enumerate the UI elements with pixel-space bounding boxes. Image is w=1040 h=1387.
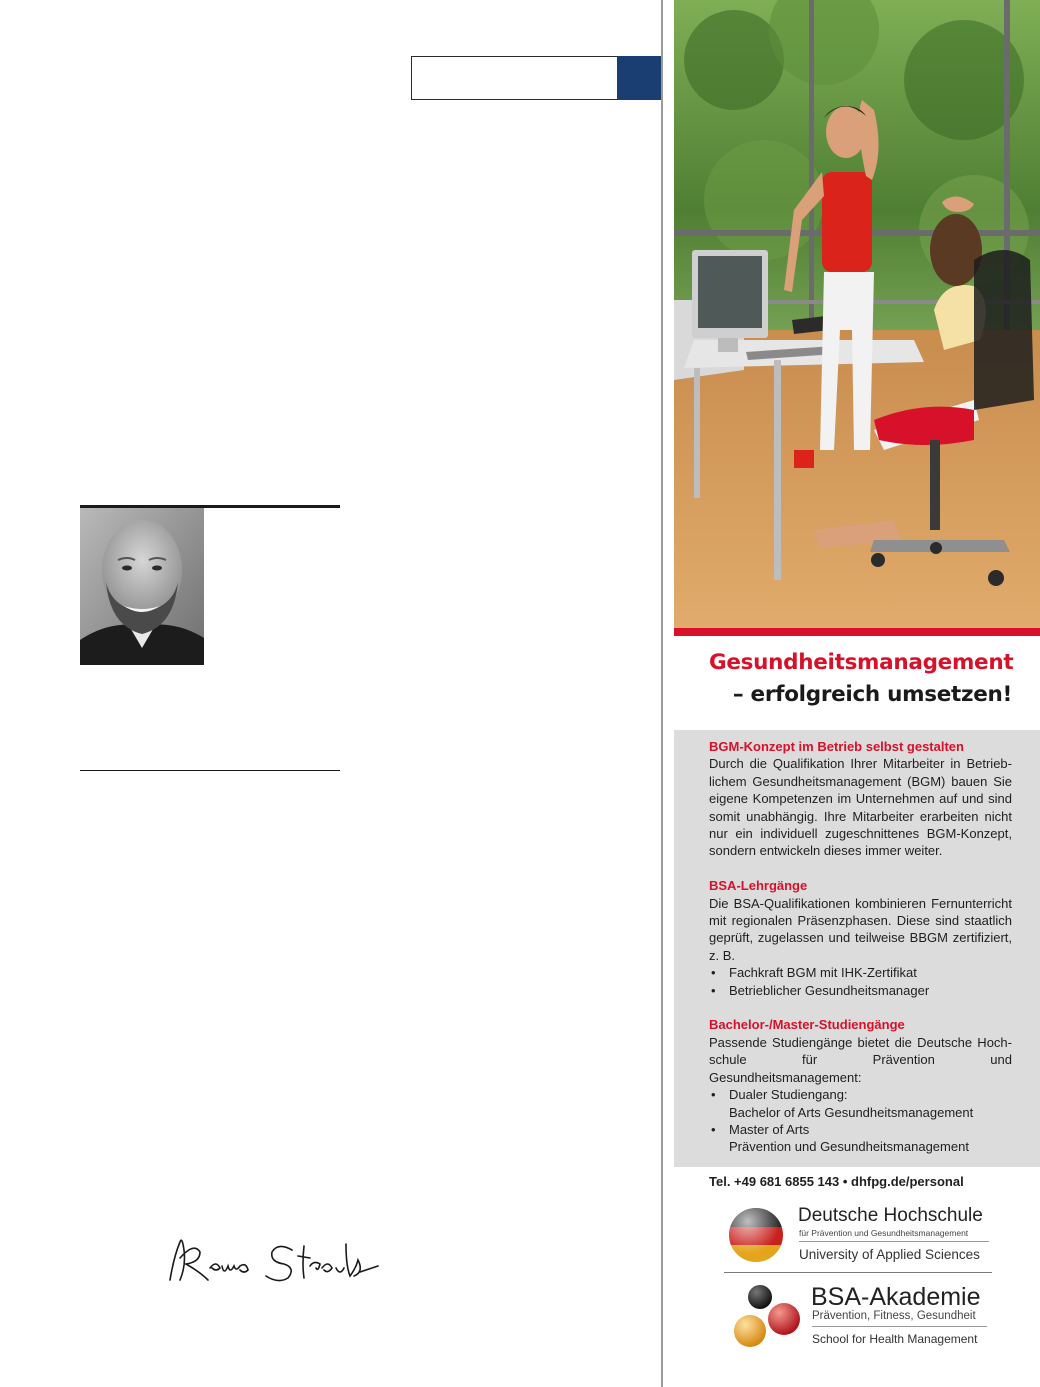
photo-image [674, 0, 1040, 628]
section-body-studies: Passende Studiengänge bietet die Deutsche Hochschule für Prävention und Gesundheitsmanagement: [709, 1034, 1012, 1085]
advertisement [674, 0, 1040, 1387]
section-title-studies: Bachelor-/Master-Studiengänge [709, 1017, 905, 1033]
bsa-bullet-2: • Betrieblicher Gesundheitsmanager [709, 982, 1012, 999]
column-divider [661, 0, 663, 1387]
section-body-bsa: Die BSA-Qualifikationen kombinieren Fernunterricht mit regionalen Präsenzphasen. Diese sind staatlich geprüft, zugelassen und teilweise BBGM zertifiziert, z. B. [709, 895, 1012, 963]
section-title-bgm: BGM-Konzept im Betrieb selbst gestalten [709, 739, 964, 754]
studies-bullet-2-detail: Prävention und Gesundheitsmanagement [729, 1139, 969, 1155]
dh-logo-title: Deutsche Hochschule [798, 1205, 983, 1226]
bsa-logo-subtitle: Prävention, Fitness, Gesundheit [812, 1310, 976, 1322]
ad-info-panel [674, 730, 1040, 1189]
bsa-spheres-logo-icon [728, 1283, 808, 1355]
dh-logo-university: University of Applied Sciences [799, 1247, 980, 1262]
logo-separator [724, 1272, 992, 1273]
header-box [411, 56, 618, 100]
studies-bullet-2: • Master of Arts [709, 1121, 1012, 1138]
dh-logo-subtitle: für Prävention und Gesundheitsmanagement [799, 1228, 969, 1238]
dh-sphere-logo-icon [726, 1205, 786, 1265]
ad-info-content [709, 738, 1012, 1190]
bsa-logo-school: School for Health Management [812, 1332, 978, 1346]
contact-line: Tel. +49 681 6855 143 • dhfpg.de/personal [709, 1173, 964, 1189]
header-accent-block [617, 56, 662, 100]
author-signature [160, 1228, 390, 1298]
partner-logos [722, 1195, 1040, 1365]
author-portrait [80, 508, 204, 665]
studies-bullet-1-detail: Bachelor of Arts Gesundheitsmanagement [729, 1104, 974, 1120]
ad-red-bar [674, 628, 1040, 636]
bsa-logo-title: BSA-Akademie [811, 1283, 981, 1311]
studies-bullet-1: • Dualer Studiengang: [709, 1086, 1012, 1103]
office-exercise-photo [674, 0, 1040, 628]
ad-headline-primary: Gesundheitsmanagement [709, 650, 1014, 675]
author-rule-bottom [80, 770, 340, 771]
bsa-bullet-1: • Fachkraft BGM mit IHK-Zertifikat [709, 964, 1012, 981]
section-title-bsa: BSA-Lehrgänge [709, 878, 808, 894]
ad-headline-secondary: – erfolgreich umsetzen! [732, 682, 1012, 707]
section-body-bgm: Durch die Qualifikation Ihrer Mitarbeiter in Betrieblichem Gesundheitsmanagement (BGM) bauen Sie eigene Kompetenzen im Unternehmen auf und sind somit unabhängig. Ihre Mitarbeiter erarbeiten nicht nur ein individuell zugeschnittenes BGM-Konzept, sondern entwickeln dieses immer weiter. [709, 756, 1012, 859]
portrait-image [80, 508, 204, 665]
